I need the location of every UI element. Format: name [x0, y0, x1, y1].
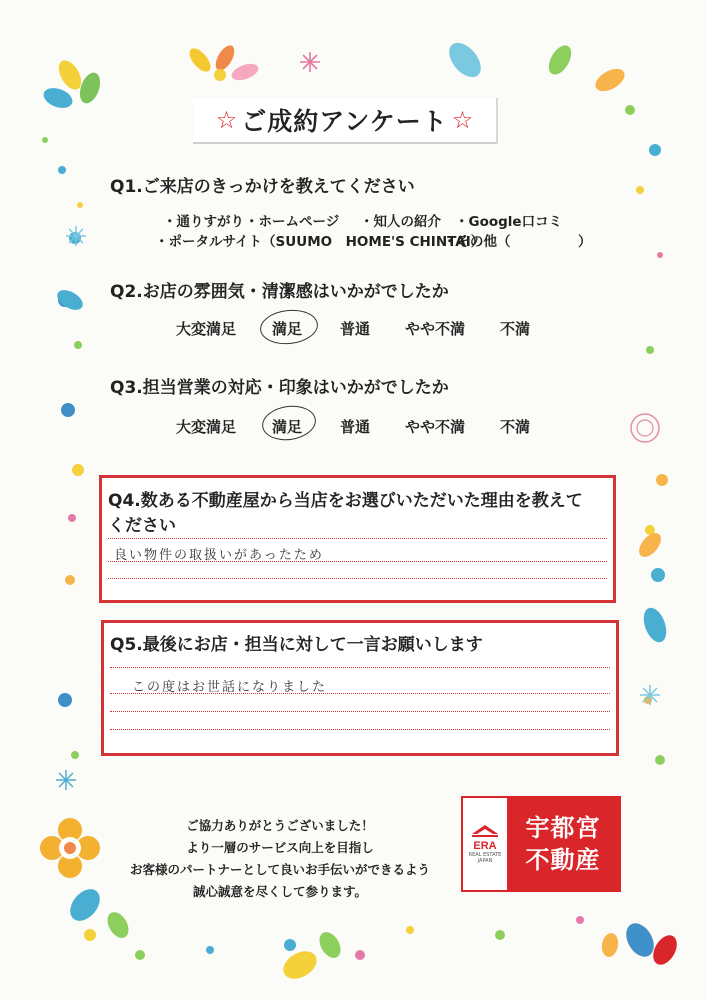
snowflake-icon: [300, 52, 320, 72]
q2-option[interactable]: 不満: [500, 320, 531, 338]
q3-option-selected[interactable]: 満足: [272, 418, 303, 436]
company-name-line: 不動産: [525, 846, 601, 874]
company-name: [507, 798, 619, 890]
q5-box: [101, 620, 619, 756]
survey-title: [193, 98, 498, 144]
page-title: ご成約アンケート: [241, 107, 448, 136]
answer-line: [108, 561, 607, 562]
q4-answer[interactable]: 良い物件の取扱いがあったため: [114, 548, 324, 563]
answer-line: [110, 729, 610, 730]
q1-option[interactable]: ・Google口コミ: [455, 214, 563, 230]
q2-option[interactable]: やや不満: [405, 320, 466, 338]
answer-line: [108, 578, 607, 579]
star-icon: ☆: [451, 106, 474, 134]
era-brand: ERA: [473, 840, 497, 852]
leaf-icon: [443, 37, 628, 96]
q1-option[interactable]: ・その他（ ）: [443, 234, 592, 250]
company-logo: [461, 796, 621, 892]
q5-question: Q5.最後にお店・担当に対して一言お願いします: [110, 635, 483, 655]
company-name-line: 宇都宮: [525, 814, 601, 842]
q1-option[interactable]: ・知人の紹介: [360, 214, 441, 230]
q5-answer[interactable]: この度はお世話になりました: [132, 680, 328, 695]
q4-box: [99, 475, 616, 603]
leaf-cluster-icon: [41, 57, 104, 112]
q3-option[interactable]: 普通: [340, 418, 371, 436]
q1-option[interactable]: ・ポータルサイト（SUUMO HOME'S CHINTAI）: [155, 234, 485, 250]
sunflower-icon: [40, 818, 100, 878]
answer-line: [110, 667, 610, 668]
era-subtext: JAPAN: [477, 858, 493, 864]
answer-line: [110, 711, 610, 712]
thanks-message: [110, 815, 450, 903]
thanks-line: より一層のサービス向上を目指し: [186, 840, 374, 855]
q3-question: Q3.担当営業の対応・印象はいかがでしたか: [110, 378, 449, 398]
q3-option[interactable]: 大変満足: [176, 418, 237, 436]
thanks-line: 誠心誠意を尽くして参ります。: [192, 884, 367, 899]
q2-option[interactable]: 普通: [340, 320, 371, 338]
q2-option[interactable]: 大変満足: [176, 320, 237, 338]
star-icon: ☆: [215, 106, 238, 134]
q1-option[interactable]: ・ホームページ: [245, 214, 340, 230]
answer-line: [108, 538, 607, 539]
q4-question-line1: Q4.数ある不動産屋から当店をお選びいただいた理由を教えて: [108, 491, 583, 511]
pinwheel-icon: [631, 414, 659, 442]
q2-option-selected[interactable]: 満足: [272, 320, 303, 338]
q4-question-line2: ください: [108, 516, 176, 536]
snowflake-icon: [56, 770, 76, 790]
q2-question: Q2.お店の雰囲気・清潔感はいかがでしたか: [110, 282, 449, 302]
flower-icon: [186, 42, 261, 83]
era-roof-icon: [470, 824, 500, 840]
q3-option[interactable]: やや不満: [405, 418, 466, 436]
q3-option[interactable]: 不満: [500, 418, 531, 436]
era-logo: [463, 798, 507, 890]
q1-question: Q1.ご来店のきっかけを教えてください: [110, 177, 415, 197]
thanks-line: ご協力ありがとうございました！: [186, 818, 374, 833]
answer-line: [110, 693, 610, 694]
q1-option[interactable]: ・通りすがり: [163, 214, 244, 230]
era-subtext: REAL ESTATE: [468, 852, 502, 858]
thanks-line: お客様のパートナーとして良いお手伝いができるよう: [129, 862, 430, 877]
